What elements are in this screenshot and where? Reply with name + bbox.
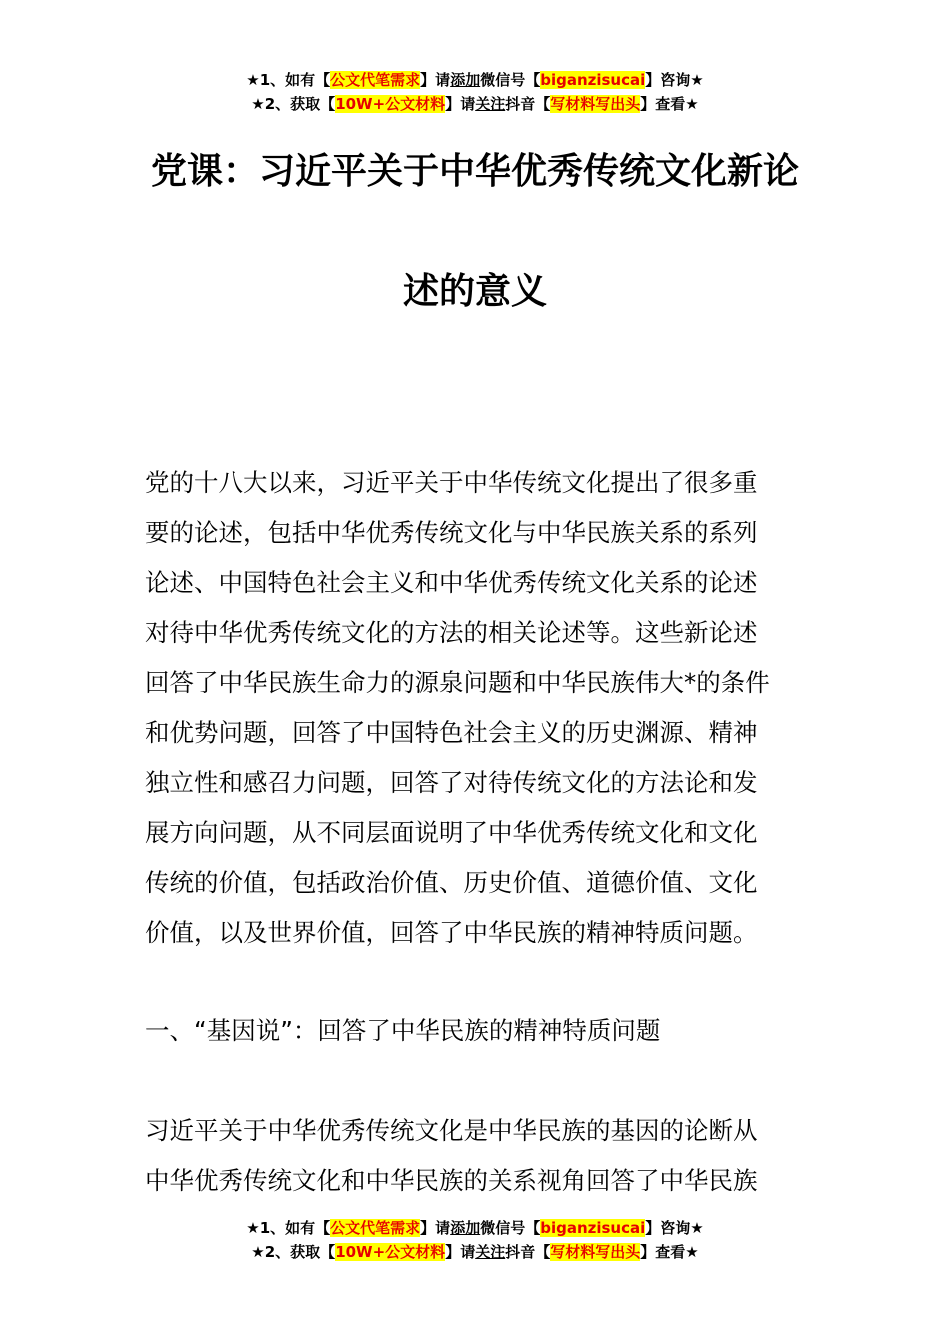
banner-text: 抖音【 (505, 95, 551, 113)
banner-highlight: biganzisucai (540, 1219, 646, 1237)
banner-text: 微信号【 (480, 71, 541, 89)
body-paragraph-2 (145, 1106, 810, 1206)
banner-text: ★1、如有【 (246, 1219, 331, 1237)
heading-text: 一、“基因说”：回答了中华民族的精神特质问题 (145, 1016, 661, 1045)
header-banner (0, 68, 950, 116)
banner-text: 抖音【 (505, 1243, 551, 1261)
banner-line-2 (0, 92, 950, 116)
banner-highlight: 公文代笔需求 (330, 1219, 421, 1237)
body-paragraph-1 (145, 458, 810, 958)
banner-text: 】请 (420, 1219, 451, 1237)
banner-line-1 (0, 68, 950, 92)
footer-banner (0, 1216, 950, 1264)
banner-highlight: 写材料写出头 (550, 1243, 641, 1261)
section-heading-1 (145, 1006, 810, 1056)
paragraph-line: 和优势问题，回答了中国特色社会主义的历史渊源、精神 (145, 718, 758, 747)
paragraph-line: 展方向问题，从不同层面说明了中华优秀传统文化和文化 (145, 818, 758, 847)
banner-underline: 添加 (450, 71, 481, 89)
paragraph-line: 传统的价值，包括政治价值、历史价值、道德价值、文化 (145, 868, 758, 897)
banner-underline: 关注 (475, 1243, 506, 1261)
paragraph-line: 独立性和感召力问题，回答了对待传统文化的方法论和发 (145, 768, 758, 797)
banner-highlight: 10W+公文材料 (335, 95, 446, 113)
banner-text: 】请 (420, 71, 451, 89)
paragraph-line: 中华优秀传统文化和中华民族的关系视角回答了中华民族 (145, 1166, 758, 1195)
banner-text: ★2、获取【 (251, 1243, 336, 1261)
paragraph-line: 对待中华优秀传统文化的方法的相关论述等。这些新论述 (145, 618, 758, 647)
banner-underline: 添加 (450, 1219, 481, 1237)
banner-line-2 (0, 1240, 950, 1264)
banner-highlight: 10W+公文材料 (335, 1243, 446, 1261)
banner-text: ★1、如有【 (246, 71, 331, 89)
document-title-line-2: 述的意义 (402, 271, 547, 312)
banner-text: 】请 (445, 95, 476, 113)
banner-highlight: biganzisucai (540, 71, 646, 89)
paragraph-line: 要的论述，包括中华优秀传统文化与中华民族关系的系列 (145, 518, 758, 547)
banner-text: 】请 (445, 1243, 476, 1261)
paragraph-line: 论述、中国特色社会主义和中华优秀传统文化关系的论述 (145, 568, 758, 597)
banner-text: 】咨询★ (645, 1219, 704, 1237)
banner-underline: 关注 (475, 95, 506, 113)
banner-text: 】查看★ (640, 95, 699, 113)
banner-text: 】咨询★ (645, 71, 704, 89)
banner-text: ★2、获取【 (251, 95, 336, 113)
banner-text: 】查看★ (640, 1243, 699, 1261)
document-title-line-1: 党课：习近平关于中华优秀传统文化新论 (150, 151, 799, 192)
banner-highlight: 公文代笔需求 (330, 71, 421, 89)
paragraph-line: 党的十八大以来，习近平关于中华传统文化提出了很多重 (145, 468, 758, 497)
paragraph-line: 价值，以及世界价值，回答了中华民族的精神特质问题。 (145, 918, 758, 947)
banner-line-1 (0, 1216, 950, 1240)
paragraph-line: 回答了中华民族生命力的源泉问题和中华民族伟大*的条件 (145, 668, 770, 697)
banner-text: 微信号【 (480, 1219, 541, 1237)
banner-highlight: 写材料写出头 (550, 95, 641, 113)
paragraph-line: 习近平关于中华优秀传统文化是中华民族的基因的论断从 (145, 1116, 758, 1145)
